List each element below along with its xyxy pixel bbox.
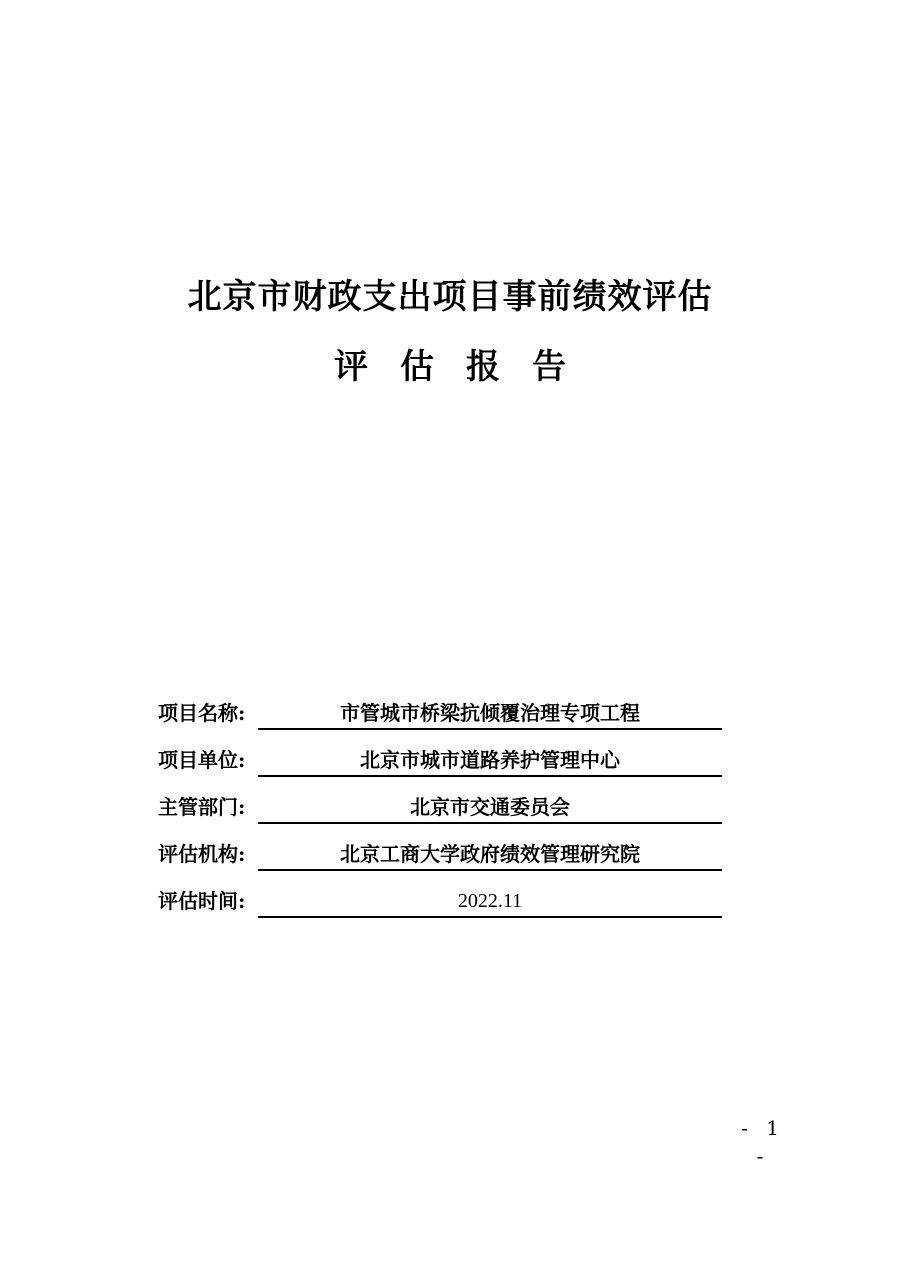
info-value: 北京市交通委员会: [258, 793, 722, 824]
info-value: 北京工商大学政府绩效管理研究院: [258, 840, 722, 871]
info-label: 项目名称:: [158, 701, 246, 725]
info-label: 评估机构:: [158, 842, 246, 866]
info-label: 评估时间:: [158, 889, 246, 913]
report-title: 北京市财政支出项目事前绩效评估: [187, 277, 713, 317]
info-value: 北京市城市道路养护管理中心: [258, 746, 722, 777]
info-row-project-unit: [158, 730, 722, 777]
info-label: 主管部门:: [158, 795, 246, 819]
report-subtitle: 评估报告: [334, 347, 598, 387]
info-value: 2022.11: [258, 887, 722, 918]
info-row-project-name: [158, 683, 722, 730]
project-info-table: [158, 683, 722, 918]
info-row-evaluation-date: [158, 871, 722, 918]
info-label: 项目单位:: [158, 748, 246, 772]
info-value: 市管城市桥梁抗倾覆治理专项工程: [258, 699, 722, 730]
info-row-supervising-dept: [158, 777, 722, 824]
info-row-evaluation-agency: [158, 824, 722, 871]
page-number: - 1 -: [741, 1116, 785, 1168]
